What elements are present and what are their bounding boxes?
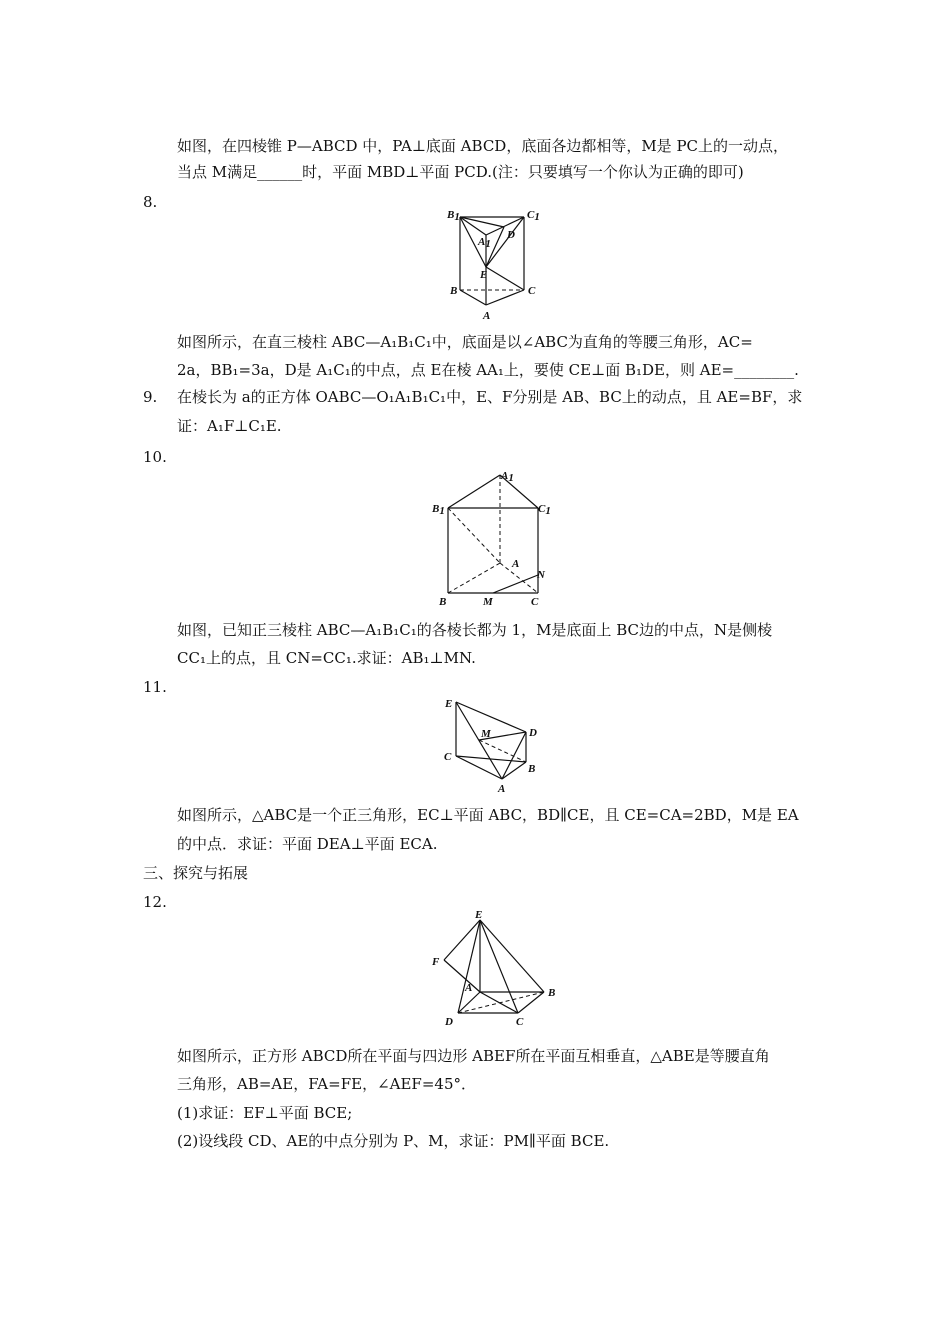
label-c: C: [516, 1016, 524, 1028]
segment-m-n: [493, 575, 538, 593]
problem-12-line-2: 三角形，AB=AE，FA=FE，∠AEF=45°．: [177, 1075, 476, 1093]
label-e: E: [445, 698, 453, 710]
problem-11-line-2: 的中点．求证：平面 DEA⊥平面 ECA.: [177, 835, 438, 853]
problem-8-line-2: 2a，BB₁=3a，D是 A₁C₁的中点，点 E在棱 AA₁上，要使 CE⊥面 B₁DE，则 AE=________.: [177, 361, 799, 379]
label-a1: A1: [501, 470, 514, 484]
problem-12-part-2: (2)设线段 CD、AE的中点分别为 P、M，求证：PM∥平面 BCE.: [177, 1132, 610, 1150]
problem-11-number: 11.: [143, 678, 167, 696]
label-c1: C1: [538, 503, 551, 517]
edge-a1-b1: [448, 475, 500, 508]
figure-prism-10: [428, 465, 558, 610]
edge-e-b: [480, 920, 544, 992]
label-e: E: [475, 909, 483, 921]
label-c: C: [531, 596, 539, 608]
figure-solid-12: [428, 908, 568, 1033]
problem-10-number: 10.: [143, 448, 167, 466]
label-c: C: [528, 285, 536, 297]
label-n: N: [537, 569, 545, 581]
label-m: M: [481, 728, 491, 740]
label-c1: C1: [527, 209, 540, 223]
label-a: A: [483, 310, 491, 322]
problem-8-line-1: 如图所示，在直三棱柱 ABC—A₁B₁C₁中，底面是以∠ABC为直角的等腰三角形，AC=: [177, 333, 753, 351]
problem-7-line-1: 如图，在四棱锥 P—ABCD 中，PA⊥底面 ABCD，底面各边都相等，M是 PC上的一动点，: [177, 137, 789, 155]
edge-e-c: [480, 920, 518, 1013]
edge-f-e: [444, 920, 480, 960]
label-b: B: [450, 285, 458, 297]
segment-b1-a-hidden: [448, 508, 500, 563]
label-e: E: [480, 269, 488, 281]
problem-12-number: 12.: [143, 893, 167, 911]
label-a: A: [465, 982, 473, 994]
edge-a-d: [458, 992, 480, 1013]
section-heading: 三、探究与拓展: [143, 864, 249, 882]
problem-9-line-2: 证：A₁F⊥C₁E.: [177, 417, 282, 435]
label-b1: B1: [432, 503, 445, 517]
edge-a1-c1: [486, 217, 524, 235]
problem-10-line-1: 如图，已知正三棱柱 ABC—A₁B₁C₁的各棱长都为 1，M是底面上 BC边的中点，N是侧棱: [177, 621, 773, 639]
label-b: B: [528, 763, 536, 775]
edge-b-a-hidden: [448, 563, 500, 593]
edge-e-c: [486, 267, 524, 290]
label-b: B: [548, 987, 556, 999]
figure-prism-8: [440, 205, 550, 325]
label-d: D: [529, 727, 537, 739]
label-a: A: [498, 783, 506, 795]
problem-11-line-1: 如图所示，△ABC是一个正三角形，EC⊥平面 ABC，BD∥CE，且 CE=CA=2BD，M是 EA: [177, 806, 799, 824]
label-m: M: [483, 596, 493, 608]
problem-8-number: 8.: [143, 193, 158, 211]
problem-12-line-1: 如图所示，正方形 ABCD所在平面与四边形 ABEF所在平面互相垂直，△ABE是等腰直角: [177, 1047, 770, 1065]
edge-a-c: [486, 290, 524, 305]
edge-e-d: [456, 702, 526, 732]
label-d: D: [445, 1016, 453, 1028]
label-d: D: [507, 229, 515, 241]
edge-a-b: [502, 762, 526, 779]
label-a1: A1: [478, 236, 491, 250]
problem-12-part-1: (1)求证：EF⊥平面 BCE;: [177, 1104, 353, 1122]
edge-b-a: [460, 290, 486, 305]
edge-f-a: [444, 960, 480, 992]
edge-e-d: [458, 920, 480, 1013]
edge-c-b: [518, 992, 544, 1013]
figure-solid-11: [440, 692, 550, 797]
label-a: A: [512, 558, 520, 570]
label-b1: B1: [447, 209, 460, 223]
edge-d-a: [502, 732, 526, 779]
label-f: F: [432, 956, 440, 968]
problem-9-line-1: 在棱长为 a的正方体 OABC—O₁A₁B₁C₁中，E、F分别是 AB、BC上的动点，且 AE=BF，求: [177, 388, 803, 406]
label-c: C: [444, 751, 452, 763]
problem-9-number: 9.: [143, 388, 158, 406]
problem-7-line-2: 当点 M满足______时，平面 MBD⊥平面 PCD.(注：只要填写一个你认为正确的即可): [177, 163, 744, 181]
problem-10-line-2: CC₁上的点，且 CN=CC₁.求证：AB₁⊥MN.: [177, 649, 476, 667]
label-b: B: [439, 596, 447, 608]
